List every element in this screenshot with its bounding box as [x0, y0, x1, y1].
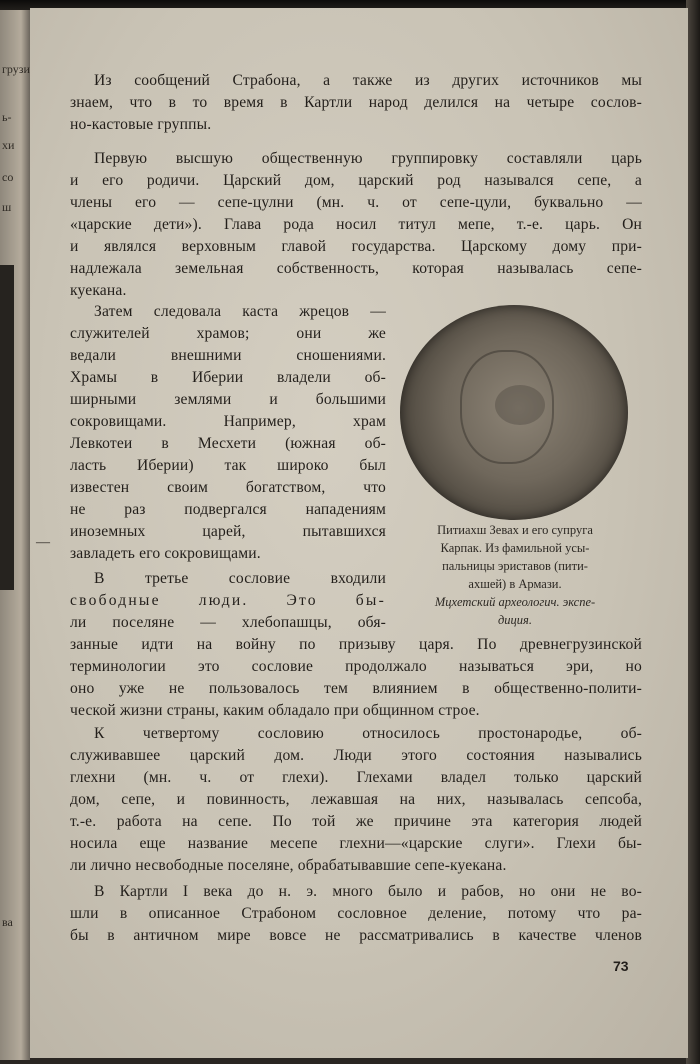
text-line: «царские дети»). Глава рода носил титул мепе, т.-е. царь. Он	[70, 216, 642, 233]
text-line: шли в описанное Страбоном сословное деление, потому что ра-	[70, 905, 642, 922]
text-line: К четвертому сословию относилось простонародье, об-	[94, 725, 642, 742]
text-line: ческой жизни страны, каким обладало при общинном строе.	[70, 702, 480, 719]
facing-page-fragment: грузи	[2, 62, 30, 76]
caption-credit: Мцхетский археологич. экспе-	[434, 595, 596, 609]
text-line: но-кастовые группы.	[70, 116, 212, 133]
text-line: служителей храмов; они же	[70, 325, 386, 342]
text-line: Левкотеи в Месхети (южная об-	[70, 435, 386, 452]
text-line: и его родичи. Царский дом, царский род назывался сепе, а	[70, 172, 642, 189]
text-line: служивавшее царский дом. Люди этого состояния назывались	[70, 747, 642, 764]
caption-line: пальницы эриставов (пити-	[442, 559, 588, 573]
caption-credit: диция.	[497, 613, 532, 627]
coin-relief	[495, 385, 545, 425]
text-line: В Картли I века до н. э. много было и рабов, но они не во-	[94, 883, 642, 900]
text-line: иноземных царей, пытавшихся	[70, 523, 386, 540]
caption-line: Питиахш Зевах и его супруга	[437, 523, 593, 537]
text-line: свободные люди. Это бы-	[70, 592, 386, 609]
text-line: сокровищами. Например, храм	[70, 413, 386, 430]
text-line: ведали внешними сношениями.	[70, 347, 386, 364]
facing-page-fragment: ш	[2, 200, 12, 214]
text-line: ли поселяне — хлебопашцы, обя-	[70, 614, 386, 631]
text-line: Храмы в Иберии владели об-	[70, 369, 386, 386]
facing-page-photo	[0, 265, 14, 590]
text-line: бы в античном мире вовсе не рассматривались в качестве членов	[70, 927, 642, 944]
text-line: Затем следовала каста жрецов —	[94, 303, 386, 320]
caption-line: Карпак. Из фамильной усы-	[440, 541, 590, 555]
intro-paragraph	[70, 70, 642, 136]
facing-page-fragment: ь-	[2, 110, 12, 124]
text-line: оно уже не пользовалось тем влиянием в общественно-полити-	[70, 680, 642, 697]
text-line: дом, сепе, и повинность, лежавшая на них, называлась сепсоба,	[70, 791, 642, 808]
text-line: не раз подвергался нападениям	[70, 501, 386, 518]
text-line: куекана.	[70, 282, 127, 299]
text-line: терминологии это сословие продолжало называться эри, но	[70, 658, 642, 675]
facing-page-fragment: ва	[2, 915, 13, 929]
text-line: ширными землями и большими	[70, 391, 386, 408]
facing-page-fragment: хи	[2, 138, 15, 152]
text-line: известен своим богатством, что	[70, 479, 386, 496]
page-number: 73	[613, 958, 629, 974]
facing-page-fragment: со	[2, 170, 14, 184]
text-line: знаем, что в то время в Картли народ делился на четыре сослов-	[70, 94, 642, 111]
text-line: ли лично несвободные поселяне, обрабатывавшие сепе-куекана.	[70, 857, 507, 874]
facing-page-edge	[0, 10, 30, 1060]
text-line: члены его — сепе-цулни (мн. ч. от сепе-цули, буквально —	[70, 194, 642, 211]
book-page	[30, 8, 688, 1058]
text-line: ласть Иберии) так широко был	[70, 457, 386, 474]
book-edge	[686, 0, 700, 1064]
caption-line: ахшей) в Армази.	[468, 577, 562, 591]
text-line: надлежала земельная собственность, которая называлась сепе-	[70, 260, 642, 277]
coin-photo	[400, 305, 628, 520]
margin-mark: —	[36, 535, 50, 550]
text-line: Первую высшую общественную группировку составляли царь	[94, 150, 642, 167]
paragraph-commoners	[70, 723, 642, 877]
text-line: Из сообщений Страбона, а также из других источников мы	[94, 72, 642, 89]
paragraph-slaves	[70, 881, 642, 947]
text-line: занные идти на войну по призыву царя. По древнегрузинской	[70, 636, 642, 653]
text-line: глехни (мн. ч. от глехи). Глехами владел только царский	[70, 769, 642, 786]
text-line: носила еще название месепе глехни—«царские слуги». Глехи бы-	[70, 835, 642, 852]
paragraph-priests	[70, 301, 386, 565]
text-line: т.-е. работа на сепе. По той же причине эта категория людей	[70, 813, 642, 830]
paragraph-royal-house	[70, 148, 642, 302]
text-line: и являлся верховным главой государства. Царскому дому при-	[70, 238, 642, 255]
text-line: завладеть его сокровищами.	[70, 545, 261, 562]
photo-caption	[390, 521, 640, 629]
text-line: В третье сословие входили	[94, 570, 386, 587]
